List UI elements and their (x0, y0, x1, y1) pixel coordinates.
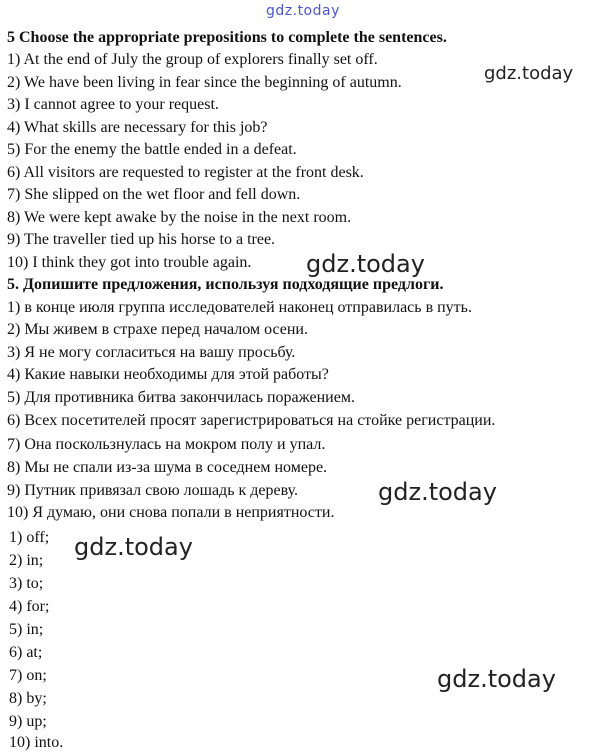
english-sentence: 9) The traveller tied up his horse to a tree. (7, 231, 276, 248)
russian-sentence: 7) Она поскользнулась на мокром полу и упал. (7, 436, 326, 453)
answer-item: 8) by; (9, 690, 47, 707)
russian-sentence: 1) в конце июля группа исследователей наконец отправилась в путь. (7, 299, 472, 316)
answer-item: 5) in; (9, 621, 44, 638)
russian-sentence: 9) Путник привязал свою лошадь к дереву. (7, 482, 299, 499)
answer-item: 6) at; (9, 644, 43, 661)
english-sentence: 2) We have been living in fear since the beginning of autumn. (7, 74, 402, 91)
russian-sentence: 5) Для противника битва закончилась поражением. (7, 389, 355, 406)
answer-item: 2) in; (9, 552, 44, 569)
english-heading: 5 Choose the appropriate prepositions to complete the sentences. (7, 29, 447, 46)
russian-sentence: 2) Мы живем в страхе перед началом осени. (7, 321, 308, 338)
answer-item: 4) for; (9, 598, 50, 615)
russian-sentence: 4) Какие навыки необходимы для этой работы? (7, 366, 329, 383)
russian-heading: 5. Допишите предложения, используя подходящие предлоги. (7, 276, 444, 293)
answer-item: 10) into. (9, 734, 64, 751)
watermark: gdz.today (378, 478, 497, 506)
answer-item: 1) off; (9, 529, 50, 546)
watermark: gdz.today (484, 63, 574, 84)
russian-sentence: 3) Я не могу согласиться на вашу просьбу. (7, 344, 296, 361)
english-sentence: 10) I think they got into trouble again. (7, 254, 252, 271)
english-sentence: 6) All visitors are requested to register at the front desk. (7, 164, 364, 181)
answer-item: 7) on; (9, 667, 47, 684)
english-sentence: 1) At the end of July the group of explorers finally set off. (7, 51, 378, 68)
english-sentence: 8) We were kept awake by the noise in the next room. (7, 209, 352, 226)
watermark: gdz.today (266, 3, 340, 19)
english-sentence: 4) What skills are necessary for this job? (7, 119, 268, 136)
answer-item: 3) to; (9, 575, 44, 592)
russian-sentence: 8) Мы не спали из-за шума в соседнем номере. (7, 459, 328, 476)
english-sentence: 5) For the enemy the battle ended in a defeat. (7, 141, 297, 158)
watermark: gdz.today (437, 665, 556, 693)
english-sentence: 3) I cannot agree to your request. (7, 96, 219, 113)
russian-sentence: 6) Всех посетителей просят зарегистрироваться на стойке регистрации. (7, 412, 496, 429)
russian-sentence: 10) Я думаю, они снова попали в неприятности. (7, 504, 335, 521)
watermark: gdz.today (74, 533, 193, 561)
watermark: gdz.today (306, 250, 425, 278)
english-sentence: 7) She slipped on the wet floor and fell down. (7, 186, 301, 203)
answer-item: 9) up; (9, 713, 47, 730)
